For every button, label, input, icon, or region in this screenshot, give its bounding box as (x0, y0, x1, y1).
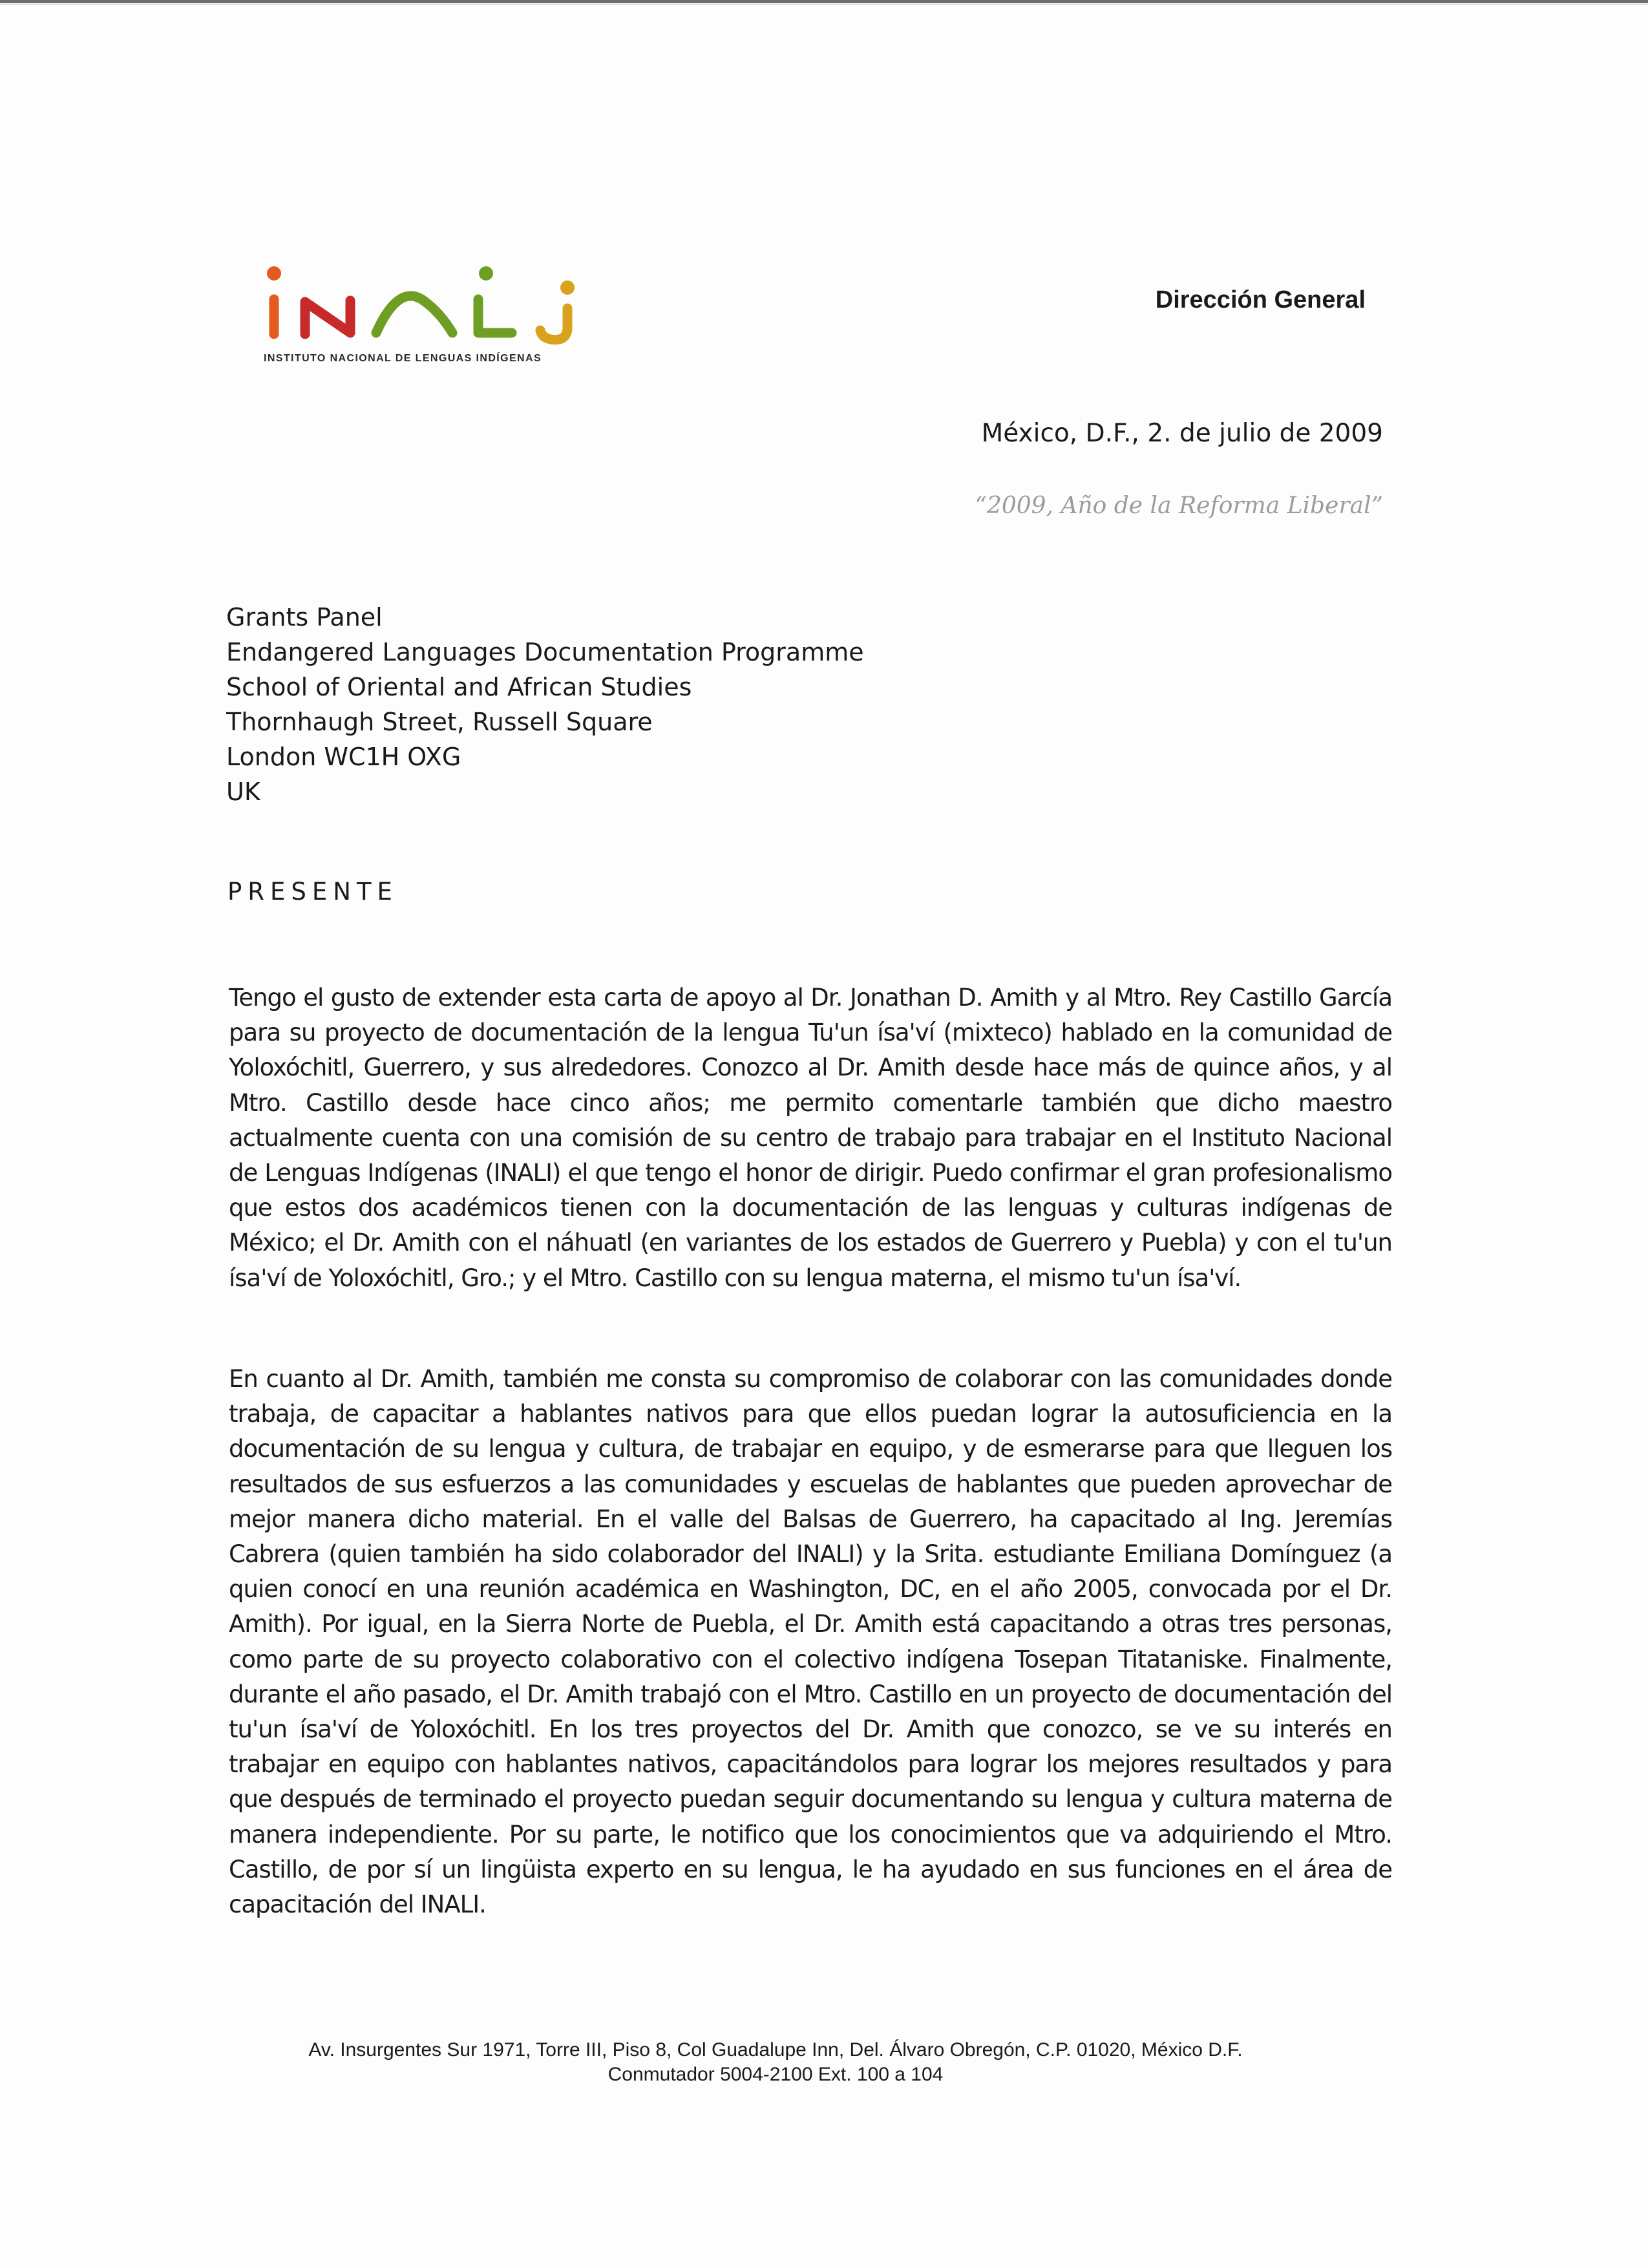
recipient-line: Grants Panel (226, 603, 383, 631)
official-motto: “2009, Año de la Reforma Liberal” (975, 493, 1383, 519)
letterhead-footer (0, 2038, 1551, 2087)
logo-stroke-n (305, 301, 350, 334)
logo-dot-green (479, 266, 493, 281)
recipient-line: Thornhaugh Street, Russell Square (226, 708, 653, 736)
department-heading: Dirección General (1155, 286, 1366, 313)
logo-dot-orange (267, 266, 281, 281)
recipient-line: Endangered Languages Documentation Programme (226, 638, 864, 666)
logo-stroke-l (478, 299, 512, 333)
logo-stroke-j (540, 308, 567, 340)
place-date: México, D.F., 2. de julio de 2009 (981, 419, 1383, 448)
salutation: PRESENTE (227, 878, 398, 906)
recipient-address (226, 600, 1131, 809)
institution-name: INSTITUTO NACIONAL DE LENGUAS INDÍGENAS (264, 353, 542, 364)
body-paragraph-1 (229, 980, 1392, 1296)
recipient-line: School of Oriental and African Studies (226, 673, 692, 701)
paragraph-text: Tengo el gusto de extender esta carta de apoyo al Dr. Jonathan D. Amith y al Mtro. Rey Castillo García para su proyecto de documentación de la lengua Tu'un ísa'ví (mixteco) hablado en la comunidad de Yoloxóchitl, Guerrero, y sus alrededores. Conozco al Dr. Amith desde hace más de quince años, y al Mtro. Castillo desde hace cinco años; me permito comentarle también que dicho maestro actualmente cuenta con una comisión de su centro de trabajo para trabajar en el Instituto Nacional de Lenguas Indígenas (INALI) el que tengo el honor de dirigir. Puedo confirmar el gran profesionalismo que estos dos académicos tienen con la documentación de las lenguas y culturas indígenas de México; el Dr. Amith con el náhuatl (en variantes de los estados de Guerrero y Puebla) y con el tu'un ísa'ví de Yoloxóchitl, Gro.; y el Mtro. Castillo con su lengua materna, el mismo tu'un ísa'ví. (229, 984, 1392, 1292)
footer-phone: Conmutador 5004-2100 Ext. 100 a 104 (607, 2064, 944, 2085)
logo-dot-yellow (560, 281, 575, 295)
footer-address: Av. Insurgentes Sur 1971, Torre III, Piso 8, Col Guadalupe Inn, Del. Álvaro Obregón, C.P. 01020, México D.F. (308, 2039, 1243, 2061)
recipient-line: UK (226, 778, 260, 806)
logo-stroke-a (376, 296, 452, 333)
scan-top-edge (0, 0, 1648, 3)
inali-logo-mark (259, 262, 595, 352)
scan-top-edge-shadow (0, 4, 1648, 5)
recipient-line: London WC1H OXG (226, 743, 461, 771)
paragraph-text: En cuanto al Dr. Amith, también me consta su compromiso de colaborar con las comunidades donde trabaja, de capacitar a hablantes nativos para que ellos puedan lograr la autosuficiencia en la documentación de su lengua y cultura, de trabajar en equipo, y de esmerarse para que lleguen los resultados de sus esfuerzos a las comunidades y escuelas de hablantes que pueden aprovechar de mejor manera dicho material. En el valle del Balsas de Guerrero, ha capacitado al Ing. Jeremías Cabrera (quien también ha sido colaborador del INALI) y la Srita. estudiante Emiliana Domínguez (a quien conocí en una reunión académica en Washington, DC, en el año 2005, convocada por el Dr. Amith). Por igual, en la Sierra Norte de Puebla, el Dr. Amith está capacitando a otras tres personas, como parte de su proyecto colaborativo con el colectivo indígena Tosepan Titataniske. Finalmente, durante el año pasado, el Dr. Amith trabajó con el Mtro. Castillo en un proyecto de documentación del tu'un ísa'ví de Yoloxóchitl. En los tres proyectos del Dr. Amith que conozco, se ve su interés en trabajar en equipo con hablantes nativos, capacitándolos para lograr los mejores resultados y para que después de terminado el proyecto puedan seguir documentando su lengua y cultura materna de manera independiente. Por su parte, le notifico que los conocimientos que va adquiriendo el Mtro. Castillo, de por sí un lingüista experto en su lengua, le ha ayudado en sus funciones en el área de capacitación del INALI. (229, 1365, 1392, 1919)
body-paragraph-2 (229, 1362, 1392, 1922)
